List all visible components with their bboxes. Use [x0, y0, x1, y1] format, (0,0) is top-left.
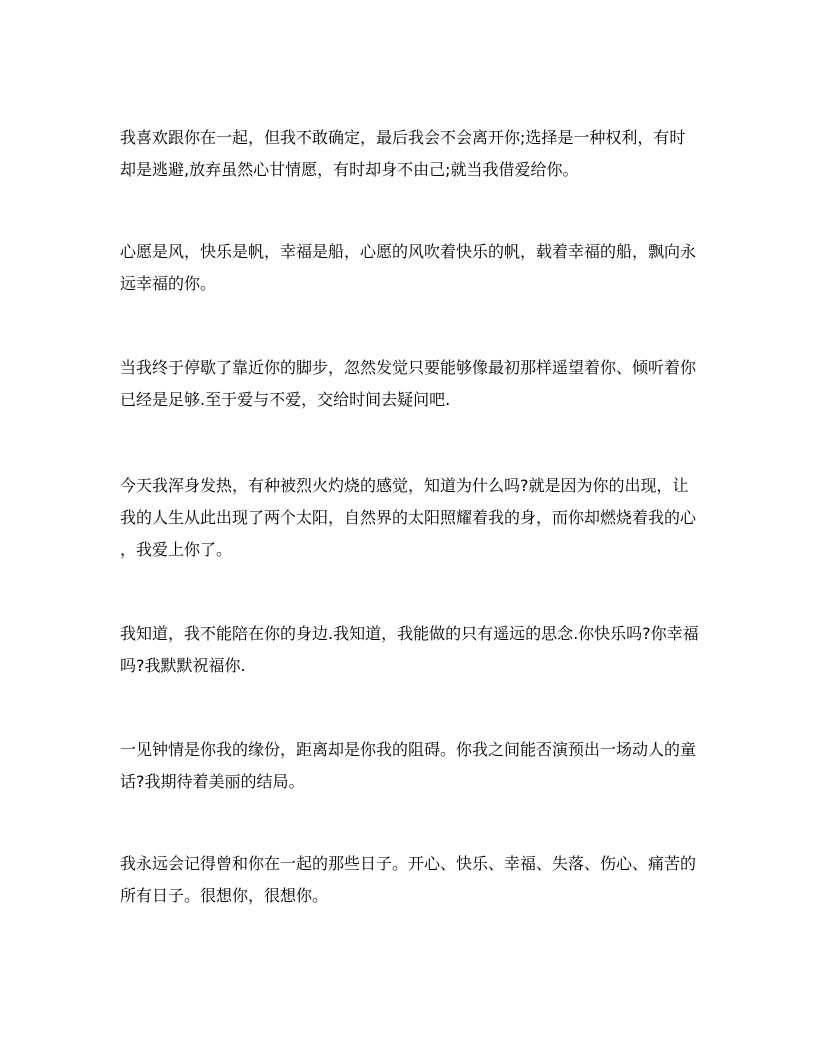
paragraph-6 [120, 734, 700, 798]
paragraph-line: 一见钟情是你我的缘份，距离却是你我的阻碍。你我之间能否演预出一场动人的童 [120, 740, 697, 759]
paragraph-5 [120, 618, 700, 682]
paragraph-1 [120, 122, 700, 186]
paragraph-line: 今天我浑身发热，有种被烈火灼烧的感觉，知道为什么吗?就是因为你的出现，让 [120, 476, 689, 495]
paragraph-4 [120, 470, 700, 566]
paragraph-line: ，我爱上你了。 [120, 540, 233, 559]
paragraph-line: 所有日子。很想你，很想你。 [120, 886, 329, 905]
paragraph-line: 我喜欢跟你在一起，但我不敢确定，最后我会不会离开你;选择是一种权利，有时 [120, 128, 686, 147]
paragraph-line: 话?我期待着美丽的结局。 [120, 772, 305, 791]
paragraph-3 [120, 352, 700, 416]
paragraph-line: 我永远会记得曾和你在一起的那些日子。开心、快乐、幸福、失落、伤心、痛苦的 [120, 854, 697, 873]
paragraph-line: 吗?我默默祝福你. [120, 656, 246, 675]
paragraph-line: 我知道，我不能陪在你的身边.我知道，我能做的只有遥远的思念.你快乐吗?你幸福 [120, 624, 699, 643]
paragraph-line: 已经是足够.至于爱与不爱，交给时间去疑问吧. [120, 390, 451, 409]
paragraph-line: 我的人生从此出现了两个太阳，自然界的太阳照耀着我的身，而你却燃烧着我的心 [120, 508, 697, 527]
paragraph-line: 却是逃避,放弃虽然心甘情愿，有时却身不由己;就当我借爱给你。 [120, 160, 579, 179]
paragraph-2 [120, 236, 700, 300]
paragraph-7 [120, 848, 700, 912]
paragraph-line: 当我终于停歇了靠近你的脚步，忽然发觉只要能够像最初那样遥望着你、倾听着你 [120, 358, 697, 377]
paragraph-line: 远幸福的你。 [120, 274, 217, 293]
paragraph-line: 心愿是风，快乐是帆，幸福是船，心愿的风吹着快乐的帆，载着幸福的船，飘向永 [120, 242, 697, 261]
